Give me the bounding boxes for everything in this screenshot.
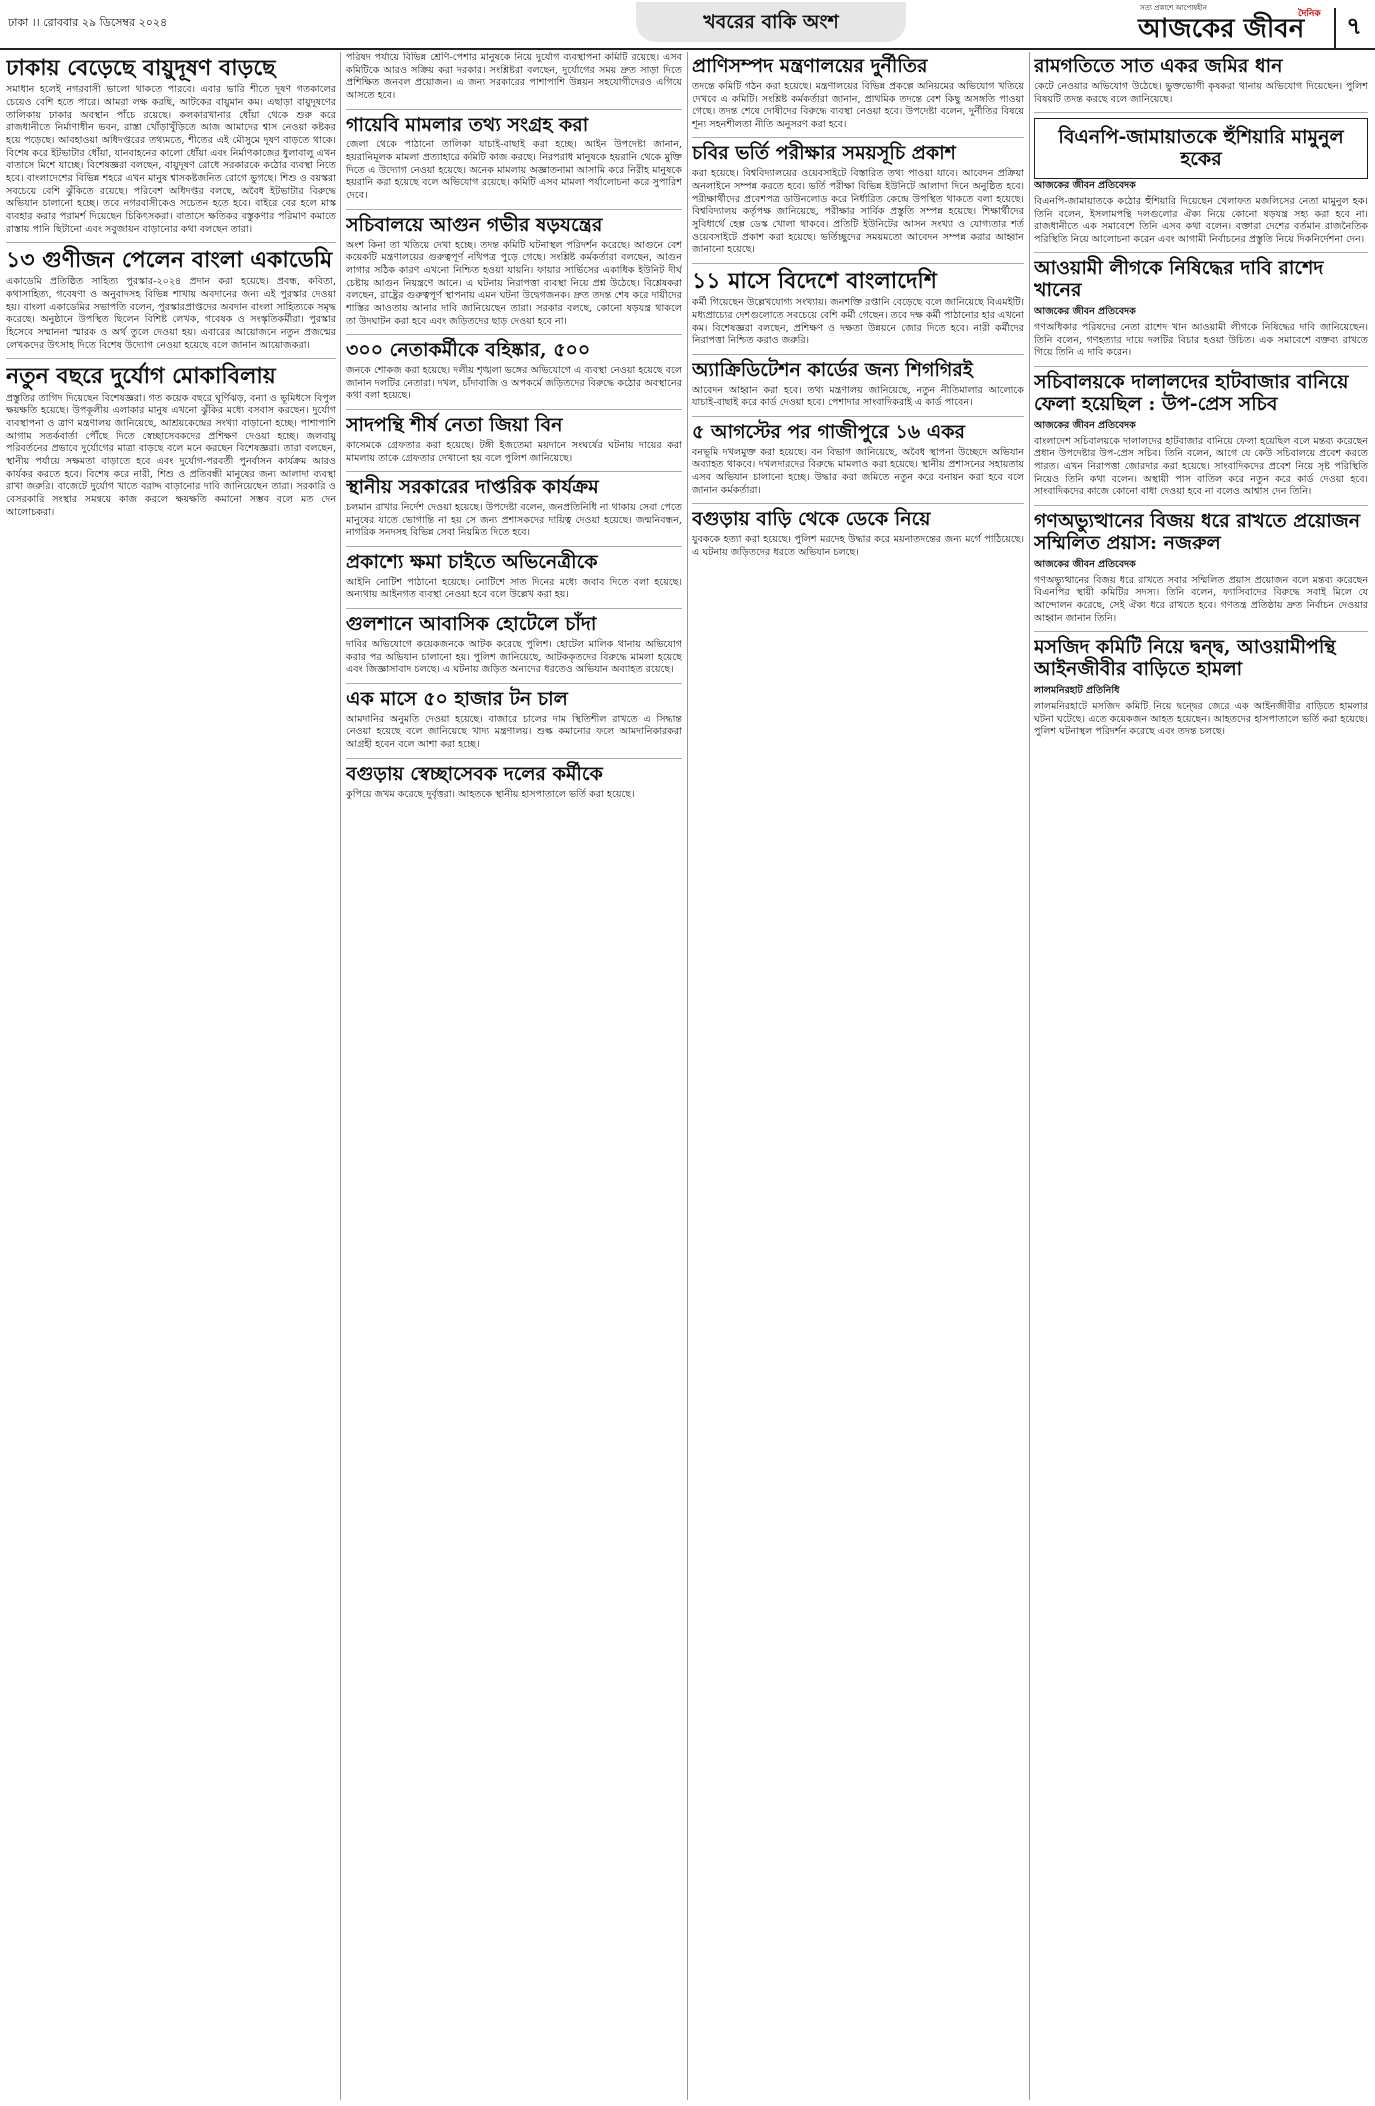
article-body: প্রস্তুতির তাগিদ দিয়েছেন বিশেষজ্ঞরা। গত কয়েক বছরে ঘূর্ণিঝড়, বন্যা ও ভূমিধসে বিপুল ক্ষয়ক্ষতি হয়েছে। উপকূলীয় এলাকার মানুষ এখনো ঝুঁকির মধ্যে বসবাস করছেন। দুর্যোগ ব্যবস্থাপনা ও ত্রাণ মন্ত্রণালয় জানিয়েছে, আশ্রয়কেন্দ্রের সংখ্যা বাড়ানো হচ্ছে। পাশাপাশি আগাম সতর্কবার্তা পৌঁছে দিতে স্বেচ্ছাসেবকদের প্রশিক্ষণ দেওয়া হচ্ছে। জলবায়ু পরিবর্তনের প্রভাবে দুর্যোগের মাত্রা বাড়ছে বলে মনে করছেন বিশেষজ্ঞরা। তারা বলছেন, স্থানীয় পর্যায়ে সক্ষমতা বাড়াতে হবে এবং দুর্যোগ-পরবর্তী পুনর্বাসন কার্যক্রম আরও কার্যকর করতে হবে। বিশেষ করে নারী, শিশু ও প্রতিবন্ধী মানুষের জন্য আলাদা ব্যবস্থা রাখা জরুরি। বাজেটে দুর্যোগ খাতে বরাদ্দ বাড়ানোর দাবি জানিয়েছেন তারা। সরকারি ও বেসরকারি সংস্থার সমন্বয়ে কাজ করলে ক্ষয়ক্ষতি কমানো সম্ভব বলে মত দেন আলোচকরা। — [6, 392, 336, 518]
column-1 — [6, 52, 336, 2100]
article — [346, 115, 682, 203]
column-3 — [692, 52, 1024, 2100]
article-body: জনকে শোকজ করা হয়েছে। দলীয় শৃঙ্খলা ভঙ্গের অভিযোগে এ ব্যবস্থা নেওয়া হয়েছে বলে জানান দলটির নেতারা। দখল, চাঁদাবাজি ও অপকর্মে জড়িতদের বিরুদ্ধে কঠোর অবস্থানের কথা বলা হয়েছে। — [346, 365, 682, 402]
article-body: পরিষদ পর্যায়ে বিভিন্ন শ্রেণি-পেশার মানুষকে নিয়ে দুর্যোগ ব্যবস্থাপনা কমিটি রয়েছে। এসব কমিটিকে আরও সক্রিয় করা দরকার। সংশ্লিষ্টরা বলছেন, দুর্যোগের সময় দ্রুত সাড়া দিতে প্রশিক্ষিত জনবল প্রয়োজন। এ জন্য সরকারের পাশাপাশি উন্নয়ন সহযোগীদেরও এগিয়ে আসতে হবে। — [346, 52, 682, 101]
article-body: আমদানির অনুমতি দেওয়া হয়েছে। বাজারে চালের দাম স্থিতিশীল রাখতে এ সিদ্ধান্ত নেওয়া হয়েছে বলে জানিয়েছে খাদ্য মন্ত্রণালয়। শুল্ক কমানোর ফলে আমদানিকারকরা আগ্রহী হবেন বলে আশা করা হচ্ছে। — [346, 713, 682, 751]
article-headline: ৫ আগস্টের পর গাজীপুরে ১৬ একর — [692, 420, 965, 443]
article — [6, 248, 336, 352]
article-headline: গণঅভ্যুত্থানের বিজয় ধরে রাখতে প্রয়োজন সম্মিলিত প্রয়াস: নজরুল — [1034, 510, 1361, 554]
article — [1034, 511, 1368, 625]
article-byline: লালমনিরহাট প্রতিনিধি — [1034, 685, 1120, 697]
article-headline: স্থানীয় সরকারের দাপ্তরিক কার্যক্রম — [346, 476, 599, 499]
article-headline: ৩০০ নেতাকর্মীকে বহিষ্কার, ৫০০ — [346, 339, 591, 362]
article — [692, 56, 1024, 131]
article-body: বনভূমি দখলমুক্ত করা হয়েছে। বন বিভাগ জানিয়েছে, অবৈধ স্থাপনা উচ্ছেদে অভিযান অব্যাহত থাকবে। দখলদারদের বিরুদ্ধে মামলাও করা হয়েছে। স্থানীয় প্রশাসনের সহায়তায় এসব অভিযান চালানো হচ্ছে। উদ্ধার করা জমিতে নতুন করে বনায়ন করা হবে বলে জানান কর্মকর্তারা। — [692, 446, 1024, 496]
article — [1034, 258, 1368, 360]
article-headline: প্রাণিসম্পদ মন্ত্রণালয়ের দুর্নীতির — [692, 55, 928, 77]
boxed-headline — [1034, 118, 1368, 179]
article-byline: আজকের জীবন প্রতিবেদক — [1034, 306, 1136, 318]
article-byline: আজকের জীবন প্রতিবেদক — [1034, 179, 1136, 191]
article-body: দাবির অভিযোগে কয়েকজনকে আটক করেছে পুলিশ। হোটেল মালিক থানায় অভিযোগ করার পর অভিযান চালানো হয়। পুলিশ জানিয়েছে, আটককৃতদের বিরুদ্ধে মামলা হয়েছে এবং জিজ্ঞাসাবাদ চলছে। এ ঘটনায় জড়িত অন্যদের ধরতেও অভিযান অব্যাহত রয়েছে। — [346, 638, 682, 676]
page-number: ৭ — [1334, 8, 1372, 48]
article-headline: গায়েবি মামলার তথ্য সংগ্রহ করা — [346, 113, 589, 136]
column-rule — [340, 52, 341, 2100]
column-2 — [346, 52, 682, 2100]
article-body: আইনি নোটিশ পাঠানো হয়েছে। নোটিশে সাত দিনের মধ্যে জবাব দিতে বলা হয়েছে। অন্যথায় আইনগত ব্যবস্থা নেওয়া হবে বলে উল্লেখ করা হয়। — [346, 576, 682, 601]
article-body: বাংলাদেশ সচিবালয়কে দালালদের হাটবাজার বানিয়ে ফেলা হয়েছিল বলে মন্তব্য করেছেন প্রধান উপদেষ্টার উপ-প্রেস সচিব। তিনি বলেন, আগে যে কেউ সচিবালয়ে প্রবেশ করতে পারত। এখন নিরাপত্তা জোরদার করা হয়েছে। সাংবাদিকদের প্রবেশ নিয়ে সৃষ্ট পরিস্থিতি নিয়েও তিনি কথা বলেন। অস্থায়ী পাস বাতিল করে নতুন করে কার্ড দেওয়া হবে। সাংবাদিকদের কাজে কোনো বাধা দেওয়া হবে না বলেও আশ্বাস দেন তিনি। — [1034, 435, 1368, 498]
article-byline: আজকের জীবন প্রতিবেদক — [1034, 419, 1136, 431]
article-headline: বগুড়ায় বাড়ি থেকে ডেকে নিয়ে — [692, 508, 931, 531]
article — [346, 340, 682, 403]
article-headline: গুলশানে আবাসিক হোটেলে চাঁদা — [346, 613, 597, 636]
article-body: জেলা থেকে পাঠানো তালিকা যাচাই-বাছাই করা হচ্ছে। আইন উপদেষ্টা জানান, হয়রানিমূলক মামলা প্রত্যাহারে কমিটি কাজ করছে। নিরপরাধ মানুষকে হয়রানি থেকে মুক্তি দিতে এ উদ্যোগ নেওয়া হয়েছে। অনেক মামলায় অজ্ঞাতনামা আসামি করে নিরীহ মানুষকে হয়রানি করা হয়েছে বলে অভিযোগ রয়েছে। কমিটি এসব মামলা পর্যালোচনা করে সুপারিশ দেবে। — [346, 139, 682, 202]
article-headline: ১১ মাসে বিদেশে বাংলাদেশি — [692, 267, 937, 294]
article-body: লালমনিরহাটে মসজিদ কমিটি নিয়ে দ্বন্দ্বের জেরে এক আইনজীবীর বাড়িতে হামলার ঘটনা ঘটেছে। এতে কয়েকজন আহত হয়েছেন। আহতদের হাসপাতালে ভর্তি করা হয়েছে। পুলিশ ঘটনাস্থল পরিদর্শন করেছে এবং তদন্ত চলছে। — [1034, 701, 1368, 738]
article-headline: আওয়ামী লীগকে নিষিদ্ধের দাবি রাশেদ খানের — [1034, 257, 1324, 302]
column-4 — [1034, 52, 1368, 2100]
article-body: কেটে নেওয়ার অভিযোগ উঠেছে। ভুক্তভোগী কৃষকরা থানায় অভিযোগ দিয়েছেন। পুলিশ বিষয়টি তদন্ত করছে বলে জানিয়েছে। — [1034, 80, 1368, 105]
article — [692, 269, 1024, 348]
article-body: একাডেমি প্রতিষ্ঠিত সাহিত্য পুরস্কার-২০২৪ প্রদান করা হয়েছে। প্রবন্ধ, কবিতা, কথাসাহিত্য, গবেষণা ও অনুবাদসহ বিভিন্ন শাখায় অবদানের জন্য এই পুরস্কার দেওয়া হয়। বাংলা একাডেমির সভাপতি বলেন, পুরস্কারপ্রাপ্তদের অবদান বাংলা সাহিত্যকে সমৃদ্ধ করেছে। অনুষ্ঠানে উপস্থিত ছিলেন বিশিষ্ট লেখক, গবেষক ও সংস্কৃতিকর্মীরা। পুরস্কার হিসেবে সম্মাননা স্মারক ও অর্থ তুলে দেওয়া হয়। এবারের আয়োজনে নতুন প্রজন্মের লেখকদের উৎসাহ দিতে বিশেষ উদ্যোগ নেওয়া হয়েছে বলে জানান আয়োজকরা। — [6, 276, 336, 351]
article — [1034, 56, 1368, 106]
article-body: গণঅভ্যুত্থানের বিজয় ধরে রাখতে সবার সম্মিলিত প্রয়াস প্রয়োজন বলে মন্তব্য করেছেন বিএনপির স্থায়ী কমিটির সদস্য। তিনি বলেন, ফ্যাসিবাদের বিরুদ্ধে সবাই মিলে যে আন্দোলন করেছে, সেই ঐক্য ধরে রাখতে হবে। গণতন্ত্র প্রতিষ্ঠায় দ্রুত নির্বাচন দেওয়ার আহ্বান জানান তিনি। — [1034, 574, 1368, 624]
article — [346, 689, 682, 752]
article-headline: সচিবালয়কে দালালদের হাটবাজার বানিয়ে ফেলা হয়েছিল : উপ-প্রেস সচিব — [1034, 371, 1349, 415]
article-headline: রামগতিতে সাত একর জমির ধান — [1034, 55, 1283, 77]
article — [346, 764, 682, 802]
article-body: তদন্তে কমিটি গঠন করা হয়েছে। মন্ত্রণালয়ের বিভিন্ন প্রকল্পে অনিয়মের অভিযোগ খতিয়ে দেখবে এ কমিটি। সংশ্লিষ্ট কর্মকর্তারা জানান, প্রাথমিক তদন্তে বেশ কিছু অসঙ্গতি পাওয়া গেছে। তদন্ত শেষে দোষীদের বিরুদ্ধে ব্যবস্থা নেওয়া হবে। উপদেষ্টা বলেন, দুর্নীতির বিষয়ে শূন্য সহনশীলতা নীতি অনুসরণ করা হবে। — [692, 80, 1024, 130]
article — [692, 422, 1024, 497]
article-body: অংশ কিনা তা খতিয়ে দেখা হচ্ছে। তদন্ত কমিটি ঘটনাস্থল পরিদর্শন করেছে। আগুনে বেশ কয়েকটি মন্ত্রণালয়ের গুরুত্বপূর্ণ নথিপত্র পুড়ে গেছে। সংশ্লিষ্ট কর্মকর্তারা বলছেন, আগুন লাগার সঠিক কারণ এখনো নিশ্চিত হওয়া যায়নি। ফায়ার সার্ভিসের একাধিক ইউনিট দীর্ঘ চেষ্টায় আগুন নিয়ন্ত্রণে আনে। এ ঘটনায় নিরাপত্তা ব্যবস্থা নিয়ে প্রশ্ন উঠেছে। বিশ্লেষকরা বলছেন, রাষ্ট্রের গুরুত্বপূর্ণ স্থাপনায় এমন ঘটনা উদ্বেগজনক। দ্রুত তদন্ত শেষ করে দায়ীদের শাস্তির আওতায় আনার দাবি জানিয়েছেন তারা। সরকার বলছে, কোনো ষড়যন্ত্র থাকলে তা উদঘাটন করা হবে এবং জড়িতদের ছাড় দেওয়া হবে না। — [346, 239, 682, 327]
article-body: কাসেমকে গ্রেফতার করা হয়েছে। টঙ্গী ইজতেমা ময়দানে সংঘর্ষের ঘটনায় দায়ের করা মামলায় তাকে গ্রেফতার দেখানো হয় বলে পুলিশ জানিয়েছে। — [346, 439, 682, 464]
article — [346, 215, 682, 328]
article — [692, 143, 1024, 256]
logo-name: আজকের জীবন — [1138, 14, 1305, 44]
article-headline: চবির ভর্তি পরীক্ষার সময়সূচি প্রকাশ — [692, 142, 956, 165]
column-rule — [687, 52, 688, 2100]
article-body: কর্মী গিয়েছেন উল্লেখযোগ্য সংখ্যায়। জনশক্তি রপ্তানি বেড়েছে বলে জানিয়েছে বিএমইটি। মধ্যপ্রাচ্যের দেশগুলোতে সবচেয়ে বেশি কর্মী গেছেন। তবে দক্ষ কর্মী পাঠানোর হার এখনো কম। বিশেষজ্ঞরা বলছেন, প্রশিক্ষণ ও দক্ষতা উন্নয়নে জোর দিতে হবে। নারী কর্মীদের নিরাপত্তা নিশ্চিত করাও জরুরি। — [692, 297, 1024, 347]
article-body: যুবককে হত্যা করা হয়েছে। পুলিশ মরদেহ উদ্ধার করে ময়নাতদন্তের জন্য মর্গে পাঠিয়েছে। এ ঘটনায় জড়িতদের ধরতে অভিযান চলছে। — [692, 534, 1024, 558]
logo-tagline: সত্য প্রকাশে আপোষহীন — [1140, 4, 1207, 12]
article — [692, 360, 1024, 410]
article-headline: প্রকাশ্যে ক্ষমা চাইতে অভিনেত্রীকে — [346, 550, 598, 573]
article — [6, 56, 336, 236]
article — [6, 364, 336, 519]
issue-date: ঢাকা ।। রোববার ২৯ ডিসেম্বর ২০২৪ — [8, 16, 168, 29]
article-body: গণঅধিকার পরিষদের নেতা রাশেদ খান আওয়ামী লীগকে নিষিদ্ধের দাবি জানিয়েছেন। তিনি বলেন, গণহত্যার দায়ে দলটির বিচার হওয়া উচিত। এক সমাবেশে বক্তব্য রাখতে গিয়ে তিনি এ দাবি করেন। — [1034, 322, 1368, 359]
article — [346, 477, 682, 540]
article-headline: মসজিদ কমিটি নিয়ে দ্বন্দ্ব, আওয়ামীপন্থি আইনজীবীর বাড়িতে হামলা — [1034, 636, 1336, 681]
masthead — [0, 0, 1375, 50]
article-headline: ১৩ গুণীজন পেলেন বাংলা একাডেমি — [6, 247, 333, 274]
article-headline: সচিবালয়ে আগুন গভীর ষড়যন্ত্রের — [346, 213, 603, 236]
article — [1034, 118, 1368, 246]
article-headline: বগুড়ায় স্বেচ্ছাসেবক দলের কর্মীকে — [346, 762, 603, 785]
article-headline: এক মাসে ৫০ হাজার টন চাল — [346, 687, 568, 710]
article — [346, 552, 682, 602]
article-headline: ঢাকায় বেড়েছে বায়ুদূষণ বাড়ছে — [6, 55, 276, 81]
article — [1034, 372, 1368, 499]
article-body: বিএনপি-জামায়াতকে কঠোর হুঁশিয়ারি দিয়েছেন খেলাফত মজলিসের নেতা মামুনুল হক। তিনি বলেন, ইসলামপন্থি দলগুলোর ঐক্য নিয়ে কোনো ষড়যন্ত্র সহ্য করা হবে না। রাজধানীতে এক সমাবেশে তিনি এসব কথা বলেন। বক্তারা দেশের বর্তমান রাজনৈতিক পরিস্থিতি নিয়ে আলোচনা করেন এবং আগামী নির্বাচনের প্রস্তুতি নিয়ে দিকনির্দেশনা দেন। — [1034, 195, 1368, 245]
article — [346, 415, 682, 465]
article-headline: অ্যাক্রিডিটেশন কার্ডের জন্য শিগগিরই — [692, 358, 973, 381]
article-body: সমাধান হলেই নগরবাসী ভালো থাকতে পারবে। এবার ভারি শীতে দূষণ গতকালের চেয়েও বেশি হতে পারে। আমরা লক্ষ করছি, আটকের বায়ুমান কম। এছাড়া বায়ুদূষণের তালিকায় ঢাকার অবস্থান পাঁচে রয়েছে। কলকারখানার ধোঁয়া থেকে শুরু করে রাজধানীতে নির্মাণাধীন ভবন, রাস্তা খোঁড়াখুঁড়িতে আজ আমাদের শ্বাস নেওয়া কষ্টকর হয়ে পড়েছে। আবহাওয়া অধিদপ্তরের তথ্যমতে, শীতের এই মৌসুমে দূষণ বাড়তে থাকে। বিশেষ করে ইটভাটার ধোঁয়া, যানবাহনের কালো ধোঁয়া এবং নির্মাণকাজের ধুলাবালু এখন বাতাসে মিশে যাচ্ছে। বিশেষজ্ঞরা বলছেন, বায়ুদূষণ রোধে সরকারকে কঠোর ব্যবস্থা নিতে হবে। বাংলাদেশের বিভিন্ন শহরে এখন মানুষ শ্বাসকষ্টজনিত রোগে ভুগছে। শিশু ও বয়স্করা সবচেয়ে বেশি ঝুঁকিতে রয়েছে। পরিবেশ অধিদপ্তর বলছে, অবৈধ ইটভাটার বিরুদ্ধে অভিযান চালানো হচ্ছে। তবে নগরবাসীকেও সচেতন হতে হবে। বাইরে বের হলে মাস্ক ব্যবহার করার পরামর্শ দিয়েছেন চিকিৎসকরা। বাতাসে ক্ষতিকর বস্তুকণার পরিমাণ কমাতে রাস্তায় পানি ছিটানো এবং সবুজায়ন বাড়ানোর কথা বলছেন তারা। — [6, 84, 336, 235]
article-body: কুপিয়ে জখম করেছে দুর্বৃত্তরা। আহতকে স্থানীয় হাসপাতালে ভর্তি করা হয়েছে। — [346, 788, 635, 800]
article — [346, 614, 682, 677]
logo-daily: দৈনিক — [1298, 9, 1321, 19]
article-byline: আজকের জীবন প্রতিবেদক — [1034, 558, 1136, 570]
article-continuation — [346, 52, 682, 103]
article-body: আবেদন আহ্বান করা হবে। তথ্য মন্ত্রণালয় জানিয়েছে, নতুন নীতিমালার আলোকে যাচাই-বাছাই করে কার্ড দেওয়া হবে। পেশাদার সাংবাদিকরাই এ কার্ড পাবেন। — [692, 384, 1024, 409]
section-banner: খবরের বাকি অংশ — [636, 2, 906, 42]
article-headline: বিএনপি-জামায়াতকে হুঁশিয়ারি মামুনুল হকের — [1058, 126, 1344, 170]
article-headline: সাদপন্থি শীর্ষ নেতা জিয়া বিন — [346, 414, 563, 436]
article-body: চলমান রাখার নির্দেশ দেওয়া হয়েছে। উপদেষ্টা বলেন, জনপ্রতিনিধি না থাকায় সেবা পেতে মানুষের যাতে ভোগান্তি না হয় সে জন্য প্রশাসকদের দায়িত্ব দেওয়া হয়েছে। জন্মনিবন্ধন, নাগরিক সনদসহ বিভিন্ন সেবা নিয়মিত দিতে হবে। — [346, 502, 682, 539]
paper-logo — [1120, 2, 1330, 42]
article — [1034, 637, 1368, 739]
article-headline: নতুন বছরে দুর্যোগ মোকাবিলায় — [6, 363, 276, 390]
article — [692, 509, 1024, 559]
article-body: করা হয়েছে। বিশ্ববিদ্যালয়ের ওয়েবসাইটে বিস্তারিত তথ্য পাওয়া যাবে। আবেদন প্রক্রিয়া অনলাইনে সম্পন্ন করতে হবে। ভর্তি পরীক্ষা বিভিন্ন ইউনিটে আলাদা দিনে অনুষ্ঠিত হবে। পরীক্ষার্থীদের প্রবেশপত্র ডাউনলোড করে নির্ধারিত কেন্দ্রে উপস্থিত থাকতে বলা হয়েছে। বিশ্ববিদ্যালয় কর্তৃপক্ষ জানিয়েছে, পরীক্ষার সার্বিক প্রস্তুতি সম্পন্ন হয়েছে। শিক্ষার্থীদের সুবিধার্থে হেল্প ডেস্ক খোলা থাকবে। প্রতিটি ইউনিটের আসন সংখ্যা ও যোগ্যতার শর্ত ওয়েবসাইটে প্রকাশ করা হয়েছে। ভর্তিচ্ছুদের সময়মতো আবেদন সম্পন্ন করার আহ্বান জানানো হয়েছে। — [692, 168, 1024, 256]
column-rule — [1029, 52, 1030, 2100]
